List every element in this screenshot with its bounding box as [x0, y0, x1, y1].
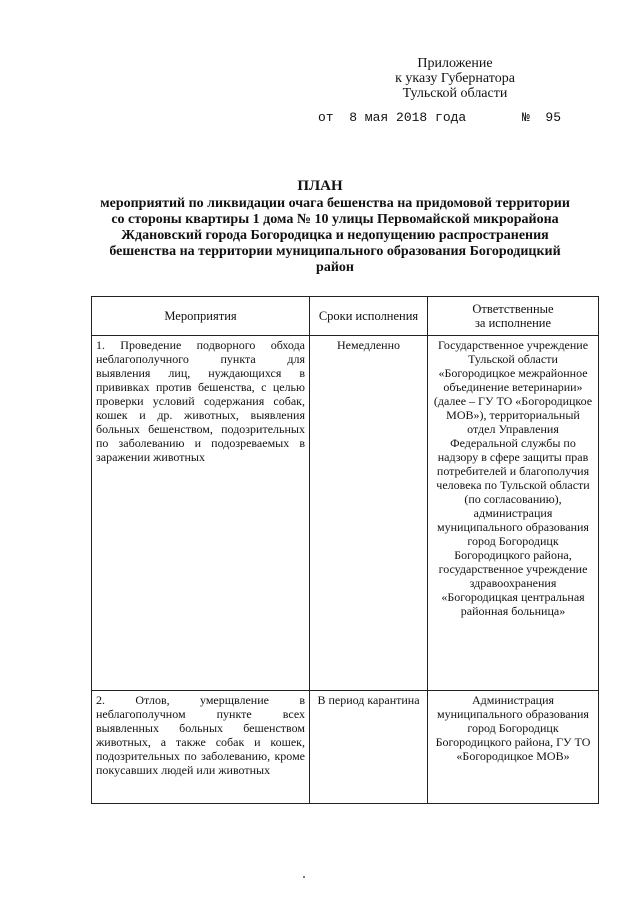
appendix-region: Тульской области — [402, 86, 508, 101]
responsible-cell: Администрация муниципального образования город Богородицк Богородицкого района, ГУ ТО «Богородицкое МОВ» — [428, 691, 599, 804]
appendix-title: Приложение — [417, 56, 493, 71]
header-responsible-line2: за исполнение — [474, 316, 552, 330]
term-cell: В период карантина — [310, 691, 428, 804]
plan-table — [91, 296, 599, 804]
table-header-row — [92, 297, 599, 336]
activity-cell: 1. Проведение подворного обхода неблагополучного пункта для выявления лиц, нуждающихся в прививках против бешенства, с целью проверки условий содержания собак, кошек и др. животных, выявления больных бешенством, подозрительных по заболеванию и подозреваемых в заражении животных — [92, 336, 310, 691]
decree-date: от 8 мая 2018 года — [318, 110, 467, 125]
header-activity: Мероприятия — [92, 297, 310, 336]
table-row — [92, 336, 599, 691]
header-term: Сроки исполнения — [310, 297, 428, 336]
scan-speck — [303, 876, 305, 878]
responsible-cell: Государственное учреждение Тульской области «Богородицкое межрайонное объединение ветеринарии» (далее – ГУ ТО «Богородицкое МОВ»), территориальный отдел Управления Федеральной службы по надзору в сфере защиты прав потребителей и благополучия человека по Тульской области (по согласованию), администрация муниципального образования город Богородицк Богородицкого района, государственное учреждение здравоохранения «Богородицкая центральная районная больница» — [428, 336, 599, 691]
term-cell: Немедленно — [310, 336, 428, 691]
header-responsible — [428, 297, 599, 336]
header-responsible-line1: Ответственные — [472, 302, 554, 316]
appendix-block — [360, 56, 550, 101]
table-row — [92, 691, 599, 804]
plan-heading: ПЛАН — [297, 178, 343, 194]
activity-cell: 2. Отлов, умерщвление в неблагополучном пункте всех выявленных больных бешенством животных, а также собак и кошек, подозрительных по заболеванию, кроме покусавших людей или животных — [92, 691, 310, 804]
plan-title: мероприятий по ликвидации очага бешенства на придомовой территории со стороны квартиры 1 дома № 10 улицы Первомайской микрорайона Ждановский города Богородицка и недопущению распространения бешенства на территории муниципального образования Богородицкий район — [100, 196, 570, 275]
appendix-decree-ref: к указу Губернатора — [395, 71, 515, 86]
decree-number: № 95 — [522, 110, 562, 125]
